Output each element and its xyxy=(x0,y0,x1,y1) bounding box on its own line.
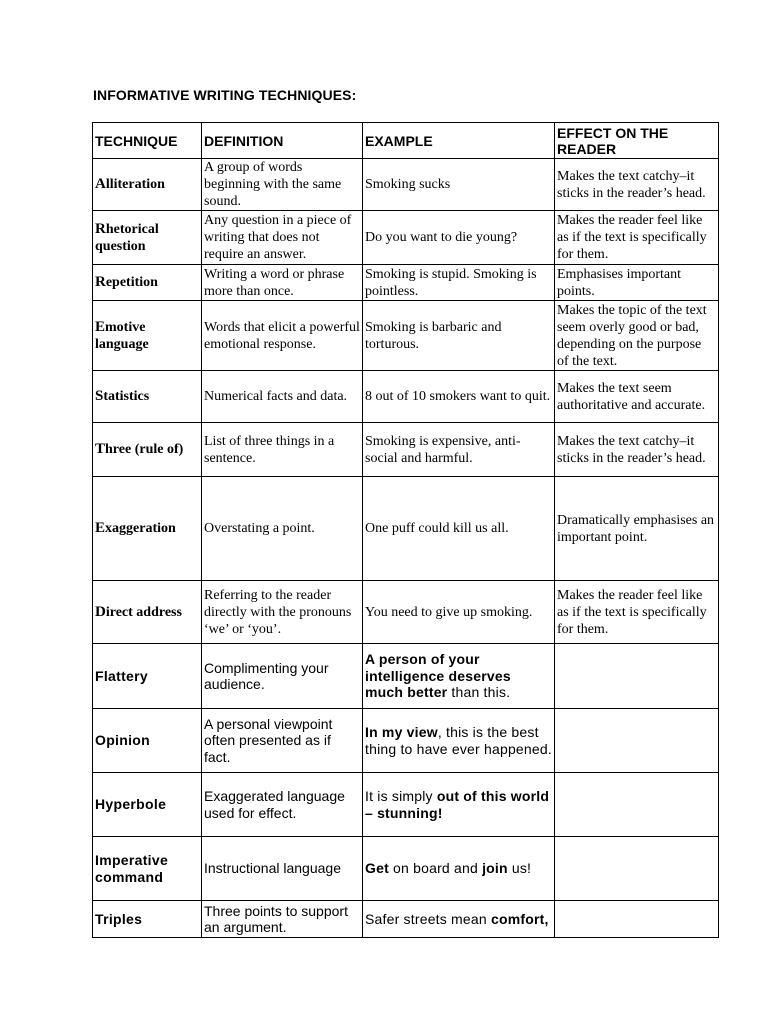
example-cell: Smoking is barbaric and torturous. xyxy=(363,301,555,371)
example-cell xyxy=(363,773,555,837)
effect-cell xyxy=(555,644,719,709)
technique-cell: Flattery xyxy=(93,644,202,709)
technique-initial: T xyxy=(95,441,106,457)
effect-cell xyxy=(555,901,719,938)
example-cell xyxy=(363,901,555,938)
effect-cell: Makes the text seem authoritative and accurate. xyxy=(555,371,719,423)
example-cell: Smoking is stupid. Smoking is pointless. xyxy=(363,265,555,301)
example-cell xyxy=(363,837,555,901)
definition-cell: Referring to the reader directly with the pronouns ‘we’ or ‘you’. xyxy=(202,581,363,644)
technique-initial: E xyxy=(95,318,106,335)
table-row xyxy=(93,901,719,938)
technique-cell: Triples xyxy=(93,901,202,938)
effect-cell xyxy=(555,837,719,901)
table-row xyxy=(93,773,719,837)
techniques-table xyxy=(92,122,719,938)
technique-initial: R xyxy=(95,220,106,237)
definition-cell: Exaggerated language used for effect. xyxy=(202,773,363,837)
effect-cell: Makes the reader feel like as if the text is specifically for them. xyxy=(555,581,719,644)
header-example: EXAMPLE xyxy=(363,123,555,159)
definition-cell: Numerical facts and data. xyxy=(202,371,363,423)
technique-initial: A xyxy=(95,176,106,192)
technique-rest: tatistics xyxy=(103,389,150,404)
technique-cell: Hyperbole xyxy=(93,773,202,837)
technique-rest: lliteration xyxy=(105,177,165,192)
technique-initial: D xyxy=(95,603,106,620)
example-cell: Do you want to die young? xyxy=(363,211,555,265)
table-row xyxy=(93,837,719,901)
example-bold: In my view xyxy=(365,724,438,740)
effect-cell: Emphasises important points. xyxy=(555,265,719,301)
table-row xyxy=(93,159,719,211)
technique-cell xyxy=(93,301,202,371)
header-technique: TECHNIQUE xyxy=(93,123,202,159)
technique-initial: S xyxy=(95,388,104,404)
example-text: Safer streets mean xyxy=(365,910,491,927)
example-cell: 8 out of 10 smokers want to quit. xyxy=(363,371,555,423)
definition-cell: Overstating a point. xyxy=(202,477,363,581)
technique-cell: Imperative command xyxy=(93,837,202,901)
example-cell: Smoking is expensive, anti-social and harmful. xyxy=(363,423,555,477)
table-row xyxy=(93,371,719,423)
example-cell: You need to give up smoking. xyxy=(363,581,555,644)
table-row xyxy=(93,477,719,581)
example-text: It is simply xyxy=(365,788,437,804)
example-bold: join xyxy=(482,860,508,877)
example-bold: comfort, xyxy=(490,910,549,927)
technique-cell xyxy=(93,477,202,581)
table-row xyxy=(93,709,719,773)
effect-cell xyxy=(555,709,719,773)
technique-rest: motive language xyxy=(95,319,149,352)
technique-cell xyxy=(93,371,202,423)
example-text: us! xyxy=(507,860,532,877)
technique-initial: E xyxy=(95,520,106,536)
definition-cell: Instructional language xyxy=(202,837,363,901)
effect-cell: Makes the text catchy–it sticks in the reader’s head. xyxy=(555,159,719,211)
header-definition: DEFINITION xyxy=(202,123,363,159)
technique-rest: hree (rule of) xyxy=(105,442,184,457)
effect-cell: Makes the text catchy–it sticks in the reader’s head. xyxy=(555,423,719,477)
table-row xyxy=(93,581,719,644)
effect-cell: Makes the topic of the text seem overly good or bad, depending on the purpose of the text. xyxy=(555,301,719,371)
example-text: than this. xyxy=(447,684,511,701)
example-bold: out of this world – stunning! xyxy=(365,788,550,821)
definition-cell: A personal viewpoint often presented as if fact. xyxy=(202,709,363,773)
technique-cell xyxy=(93,159,202,211)
example-text: , this is the best thing to have ever happened. xyxy=(365,724,552,757)
technique-initial: R xyxy=(95,274,106,290)
example-cell: One puff could kill us all. xyxy=(363,477,555,581)
example-bold: Get xyxy=(365,860,389,877)
page-title: INFORMATIVE WRITING TECHNIQUES: xyxy=(93,87,357,103)
definition-cell: Three points to support an argument. xyxy=(202,901,363,938)
table-header-row xyxy=(93,123,719,159)
technique-rest: epetition xyxy=(105,275,158,290)
table-row xyxy=(93,211,719,265)
example-bold: A person of your intelligence deserves much better xyxy=(365,651,511,701)
example-cell: Smoking sucks xyxy=(363,159,555,211)
header-effect: EFFECT ON THE READER xyxy=(555,123,719,159)
effect-cell: Dramatically emphasises an important point. xyxy=(555,477,719,581)
technique-rest: xaggeration xyxy=(105,521,176,536)
technique-rest: irect address xyxy=(105,604,182,620)
example-cell xyxy=(363,644,555,709)
example-cell xyxy=(363,709,555,773)
table-row xyxy=(93,644,719,709)
effect-cell xyxy=(555,773,719,837)
definition-cell: Writing a word or phrase more than once. xyxy=(202,265,363,301)
table-row xyxy=(93,265,719,301)
table-row xyxy=(93,301,719,371)
technique-cell xyxy=(93,423,202,477)
technique-cell xyxy=(93,581,202,644)
technique-cell xyxy=(93,211,202,265)
technique-cell: Opinion xyxy=(93,709,202,773)
table-row xyxy=(93,423,719,477)
effect-cell: Makes the reader feel like as if the text is specifically for them. xyxy=(555,211,719,265)
technique-cell xyxy=(93,265,202,301)
technique-rest: hetorical question xyxy=(95,221,159,254)
definition-cell: Any question in a piece of writing that does not require an answer. xyxy=(202,211,363,265)
definition-cell: Words that elicit a powerful emotional response. xyxy=(202,301,363,371)
definition-cell: A group of words beginning with the same sound. xyxy=(202,159,363,211)
example-text: on board and xyxy=(388,860,483,877)
definition-cell: Complimenting your audience. xyxy=(202,644,363,709)
definition-cell: List of three things in a sentence. xyxy=(202,423,363,477)
